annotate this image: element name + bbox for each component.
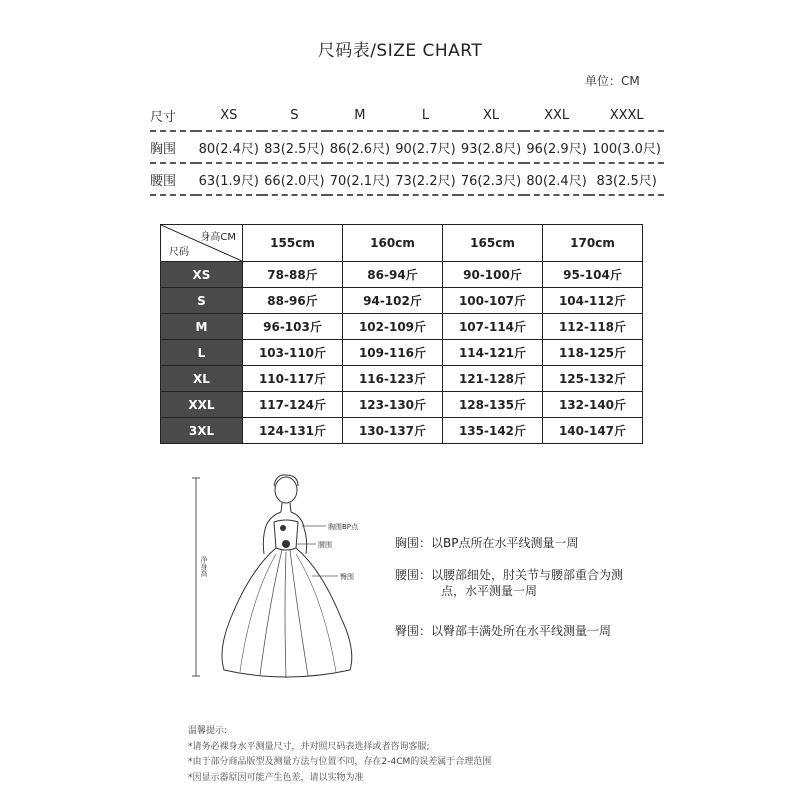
weight-cell: 118-125斤 xyxy=(543,340,643,366)
hip-note: 臀围：以臀部丰满处所在水平线测量一周 xyxy=(395,624,612,638)
tip-item: *请务必裸身水平测量尺寸，并对照尺码表选择或者咨询客服; xyxy=(188,741,430,752)
header-size-s: S xyxy=(290,107,299,123)
weight-cell: 128-135斤 xyxy=(443,392,543,418)
height-header: 160cm xyxy=(343,225,443,262)
header-size-l: L xyxy=(421,107,430,123)
weight-cell: 103-110斤 xyxy=(243,340,343,366)
size-cell: M xyxy=(161,314,243,340)
table-cell: 96(2.9尺) xyxy=(526,141,587,157)
table-cell: 80(2.4尺) xyxy=(526,173,587,189)
table-cell: 93(2.8尺) xyxy=(460,141,522,157)
table-cell: 80(2.4尺) xyxy=(198,141,259,157)
row-label: 腰围 xyxy=(150,173,177,189)
tips-section xyxy=(188,724,491,786)
size-cell: XL xyxy=(161,366,243,392)
measurement-header-row xyxy=(150,100,664,131)
weight-height-table xyxy=(160,224,643,444)
measurement-table xyxy=(150,100,664,196)
weight-cell: 125-132斤 xyxy=(543,366,643,392)
weight-cell: 112-118斤 xyxy=(543,314,643,340)
waist-note xyxy=(395,567,623,599)
weight-cell: 117-124斤 xyxy=(243,392,343,418)
chest-bp-label: 胸围BP点 xyxy=(328,523,359,531)
hip-label: 臀围 xyxy=(340,573,354,581)
corner-cell xyxy=(161,225,243,262)
table-cell: 90(2.7尺) xyxy=(395,141,456,157)
weight-cell: 107-114斤 xyxy=(443,314,543,340)
header-size-xxl: XXL xyxy=(544,107,570,123)
weight-cell: 123-130斤 xyxy=(343,392,443,418)
table-cell: 100(3.0尺) xyxy=(592,141,661,157)
height-header: 165cm xyxy=(443,225,543,262)
corner-size-label: 尺码 xyxy=(169,247,189,258)
corner-height-label: 身高CM xyxy=(200,232,236,243)
weight-cell: 135-142斤 xyxy=(443,418,543,444)
header-size-m: M xyxy=(354,107,366,123)
size-cell: XS xyxy=(161,262,243,288)
tip-item: *因显示器原因可能产生色差，请以实物为准 xyxy=(188,772,364,783)
weight-cell: 100-107斤 xyxy=(443,288,543,314)
table-row xyxy=(161,314,643,340)
weight-header-row xyxy=(161,225,643,262)
weight-cell: 94-102斤 xyxy=(343,288,443,314)
waist-note-line2: 点，水平测量一周 xyxy=(441,584,538,598)
weight-cell: 121-128斤 xyxy=(443,366,543,392)
table-cell: 63(1.9尺) xyxy=(198,173,259,189)
height-header: 155cm xyxy=(243,225,343,262)
unit-label: 单位：CM xyxy=(585,74,640,88)
weight-cell: 78-88斤 xyxy=(243,262,343,288)
waist-row xyxy=(150,163,664,195)
height-header: 170cm xyxy=(543,225,643,262)
weight-cell: 86-94斤 xyxy=(343,262,443,288)
page-title: 尺码表/SIZE CHART xyxy=(317,41,483,61)
weight-cell: 90-100斤 xyxy=(443,262,543,288)
header-size-xl: XL xyxy=(482,107,500,123)
table-cell: 83(2.5尺) xyxy=(264,141,325,157)
table-cell: 66(2.0尺) xyxy=(264,173,325,189)
chest-note: 胸围：以BP点所在水平线测量一周 xyxy=(395,536,579,550)
weight-cell: 116-123斤 xyxy=(343,366,443,392)
size-cell: L xyxy=(161,340,243,366)
waist-label: 腰围 xyxy=(318,541,332,549)
size-cell: 3XL xyxy=(161,418,243,444)
weight-cell: 130-137斤 xyxy=(343,418,443,444)
weight-cell: 114-121斤 xyxy=(443,340,543,366)
weight-cell: 109-116斤 xyxy=(343,340,443,366)
table-cell: 76(2.3尺) xyxy=(460,173,522,189)
table-row xyxy=(161,392,643,418)
table-cell: 70(2.1尺) xyxy=(329,173,391,189)
size-cell: S xyxy=(161,288,243,314)
ball-gown-figure xyxy=(190,470,400,690)
weight-cell: 132-140斤 xyxy=(543,392,643,418)
chest-row xyxy=(150,131,664,163)
height-label-1: 净身高 xyxy=(200,556,208,577)
header-size-xxxl: XXXL xyxy=(609,107,644,123)
table-cell: 86(2.6尺) xyxy=(329,141,391,157)
table-row xyxy=(161,340,643,366)
weight-cell: 104-112斤 xyxy=(543,288,643,314)
size-cell: XXL xyxy=(161,392,243,418)
table-row xyxy=(161,418,643,444)
table-row xyxy=(161,366,643,392)
tip-item: *由于部分商品版型及测量方法与位置不同，存在2-4CM的误差属于合理范围 xyxy=(188,757,492,767)
table-cell: 83(2.5尺) xyxy=(596,173,657,189)
row-label: 胸围 xyxy=(150,141,177,157)
weight-cell: 88-96斤 xyxy=(243,288,343,314)
dress-figure-illustration xyxy=(190,470,400,690)
header-label: 尺寸 xyxy=(150,109,177,125)
weight-cell: 96-103斤 xyxy=(243,314,343,340)
header-size-xs: XS xyxy=(220,107,238,123)
table-row xyxy=(161,262,643,288)
waist-note-line1: 腰围：以腰部细处，肘关节与腰部重合为测 xyxy=(395,568,624,582)
weight-cell: 140-147斤 xyxy=(543,418,643,444)
weight-cell: 102-109斤 xyxy=(343,314,443,340)
table-row xyxy=(161,288,643,314)
tips-title: 温馨提示: xyxy=(188,726,228,736)
weight-cell: 124-131斤 xyxy=(243,418,343,444)
weight-cell: 110-117斤 xyxy=(243,366,343,392)
table-cell: 73(2.2尺) xyxy=(395,173,456,189)
weight-cell: 95-104斤 xyxy=(543,262,643,288)
